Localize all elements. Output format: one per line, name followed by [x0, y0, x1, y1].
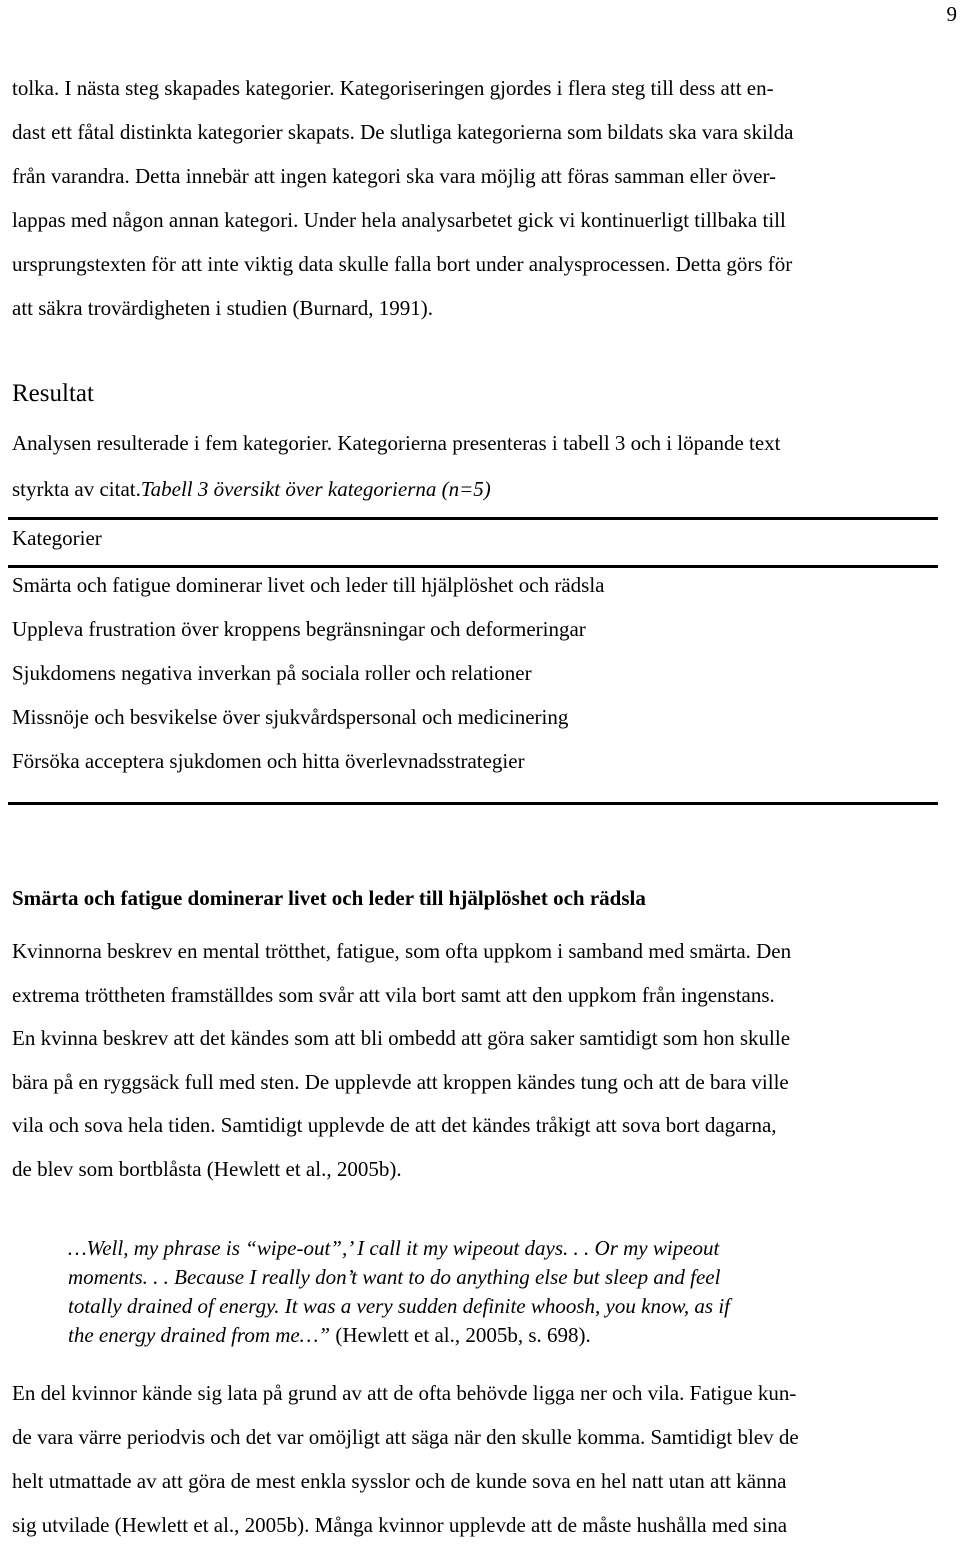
paragraph-line: Analysen resulterade i fem kategorier. Kategorierna presenteras i tabell 3 och i löpande text	[12, 431, 781, 455]
quote-reference: (Hewlett et al., 2005b, s. 698).	[335, 1323, 591, 1347]
block-quote	[68, 1234, 730, 1350]
page-number: 9	[946, 2, 957, 26]
table-row: Smärta och fatigue dominerar livet och leder till hjälplöshet och rädsla	[12, 573, 605, 597]
section-heading: Smärta och fatigue dominerar livet och leder till hjälplöshet och rädsla	[12, 886, 646, 910]
paragraph-line: dast ett fåtal distinkta kategorier skapats. De slutliga kategorierna som bildats ska vara skilda	[12, 120, 794, 144]
paragraph-line: extrema tröttheten framställdes som svår att vila bort samt att den uppkom från ingenstans.	[12, 982, 775, 1007]
body-paragraph-1	[12, 930, 948, 1191]
table-row: Försöka acceptera sjukdomen och hitta överlevnadsstrategier	[12, 749, 525, 773]
paragraph-line: helt utmattade av att göra de mest enkla sysslor och de kunde sova en hel natt utan att känna	[12, 1469, 787, 1493]
paragraph-line: ursprungstexten för att inte viktig data skulle falla bort under analysprocessen. Detta görs för	[12, 252, 793, 276]
paragraph-line: vila och sova hela tiden. Samtidigt upplevde de att det kändes tråkigt att sova bort dagarna,	[12, 1113, 777, 1137]
results-paragraph	[12, 420, 948, 512]
category-table	[12, 563, 948, 783]
results-heading: Resultat	[12, 380, 94, 407]
paragraph-line: bära på en ryggsäck full med sten. De upplevde att kroppen kändes tung och att de bara ville	[12, 1069, 789, 1094]
table-row: Uppleva frustration över kroppens begränsningar och deformeringar	[12, 617, 586, 641]
quote-line: moments. . . Because I really don’t want to do anything else but sleep and feel	[68, 1265, 721, 1289]
table-caption: Tabell 3 översikt över kategorierna (n=5)	[140, 477, 491, 501]
quote-line: totally drained of energy. It was a very sudden definite whoosh, you know, as if	[68, 1294, 730, 1318]
paragraph-text: styrkta av citat.	[12, 477, 141, 501]
paragraph-line	[12, 466, 948, 512]
paragraph-line: att säkra trovärdigheten i studien (Burnard, 1991).	[12, 296, 434, 320]
quote-line: …Well, my phrase is “wipe-out”,’ I call it my wipeout days. . . Or my wipeout	[68, 1236, 720, 1260]
paragraph-line: från varandra. Detta innebär att ingen kategori ska vara möjlig att föras samman eller över-	[12, 164, 777, 188]
intro-paragraph	[12, 66, 948, 330]
paragraph-line: En del kvinnor kände sig lata på grund av att de ofta behövde ligga ner och vila. Fatigue kun-	[12, 1381, 797, 1405]
paragraph-line: sig utvilade (Hewlett et al., 2005b). Många kvinnor upplevde att de måste hushålla med sina	[12, 1513, 788, 1537]
table-row: Missnöje och besvikelse över sjukvårdspersonal och medicinering	[12, 705, 569, 729]
table-bottom-rule	[8, 802, 938, 805]
quote-line	[68, 1321, 730, 1350]
paragraph-line: de blev som bortblåsta (Hewlett et al., 2005b).	[12, 1156, 402, 1181]
paragraph-line: tolka. I nästa steg skapades kategorier. Kategoriseringen gjordes i flera steg till dess att en-	[12, 76, 774, 100]
paragraph-line: lappas med någon annan kategori. Under hela analysarbetet gick vi kontinuerligt tillbaka till	[12, 208, 786, 232]
body-paragraph-2	[12, 1371, 948, 1547]
table-row: Sjukdomens negativa inverkan på sociala roller och relationer	[12, 661, 532, 685]
table-header: Kategorier	[12, 526, 102, 550]
paragraph-line: Kvinnorna beskrev en mental trötthet, fatigue, som ofta uppkom i samband med smärta. Den	[12, 939, 792, 963]
paragraph-line: En kvinna beskrev att det kändes som att bli ombedd att göra saker samtidigt som hon skulle	[12, 1026, 791, 1050]
paragraph-line: de vara värre periodvis och det var omöjligt att säga när den skulle komma. Samtidigt blev de	[12, 1425, 799, 1449]
quote-text: the energy drained from me…”	[68, 1323, 336, 1347]
